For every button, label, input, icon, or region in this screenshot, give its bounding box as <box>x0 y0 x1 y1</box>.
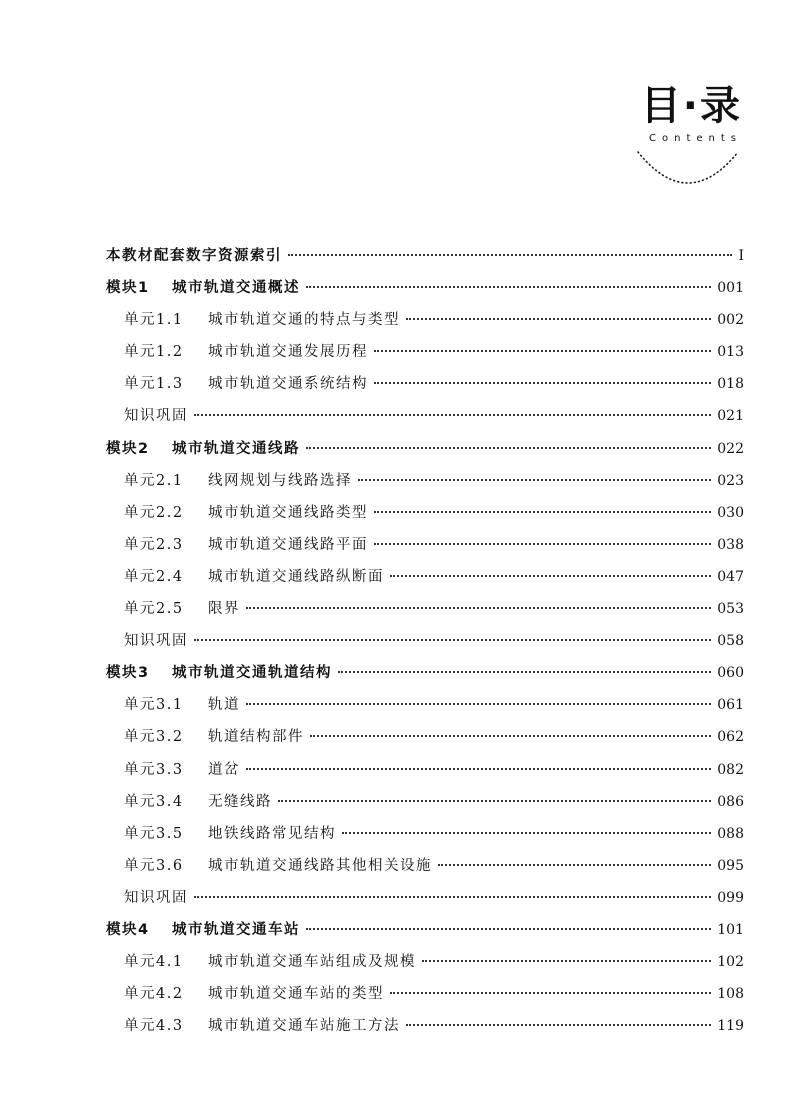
toc-page-number: 062 <box>717 729 744 746</box>
toc-unit-entry[interactable] <box>106 721 744 753</box>
dot-leader <box>246 767 711 770</box>
dot-leader <box>374 349 711 352</box>
table-of-contents <box>106 240 744 1042</box>
toc-entry-label <box>124 336 368 368</box>
toc-entry-number: 单元1.3 <box>124 376 184 393</box>
toc-page-number: 018 <box>717 376 744 393</box>
toc-page-number: 022 <box>717 440 744 457</box>
toc-entry-label <box>124 561 384 593</box>
toc-unit-entry[interactable] <box>106 786 744 818</box>
toc-entry-number: 模块3 <box>106 665 150 682</box>
toc-page-number: 023 <box>717 472 744 489</box>
toc-page-number: 082 <box>717 761 744 778</box>
toc-entry-title: 城市轨道交通线路 <box>172 440 300 457</box>
toc-entry-label <box>106 914 300 946</box>
dot-leader <box>390 574 711 577</box>
toc-entry-number: 单元4.1 <box>124 954 184 971</box>
toc-entry-number: 单元2.3 <box>124 536 184 553</box>
toc-unit-entry[interactable] <box>106 465 744 497</box>
toc-module-entry[interactable] <box>106 657 744 689</box>
toc-module-entry[interactable] <box>106 240 744 272</box>
dot-leader <box>310 734 711 737</box>
toc-entry-label <box>124 304 400 336</box>
dotted-arc-ornament <box>634 144 742 190</box>
dot-leader <box>306 927 711 930</box>
dot-leader <box>194 895 711 898</box>
toc-page-number: 099 <box>717 889 744 906</box>
toc-entry-label <box>124 1010 400 1042</box>
toc-entry-title: 城市轨道交通车站施工方法 <box>208 1018 400 1035</box>
toc-entry-title: 城市轨道交通轨道结构 <box>172 665 332 682</box>
toc-page-number: 061 <box>717 697 744 714</box>
toc-entry-number: 单元2.5 <box>124 601 184 618</box>
toc-entry-number: 单元2.4 <box>124 568 184 585</box>
toc-entry-title: 城市轨道交通车站 <box>172 921 300 938</box>
dot-leader <box>374 510 711 513</box>
dot-leader <box>422 959 711 962</box>
toc-page-number: 119 <box>717 1018 744 1035</box>
toc-module-entry[interactable] <box>106 272 744 304</box>
toc-entry-label <box>124 497 368 529</box>
toc-entry-title: 城市轨道交通线路平面 <box>208 536 368 553</box>
page-title: 目·录 <box>640 83 742 129</box>
toc-page-number: 086 <box>717 793 744 810</box>
toc-entry-label <box>106 272 300 304</box>
dot-leader <box>342 831 711 834</box>
dot-leader <box>194 413 711 416</box>
toc-entry-title: 城市轨道交通线路类型 <box>208 504 368 521</box>
toc-unit-entry[interactable] <box>106 754 744 786</box>
toc-entry-title: 线网规划与线路选择 <box>208 472 352 489</box>
toc-page-number: 001 <box>717 280 744 297</box>
toc-entry-label <box>124 368 368 400</box>
toc-entry-title: 知识巩固 <box>124 889 188 906</box>
toc-entry-title: 城市轨道交通概述 <box>172 280 300 297</box>
dot-leader <box>374 542 711 545</box>
toc-entry-label <box>124 850 432 882</box>
toc-entry-label <box>124 786 272 818</box>
toc-entry-label <box>124 818 336 850</box>
toc-unit-entry[interactable] <box>106 593 744 625</box>
toc-unit-entry[interactable] <box>106 882 744 914</box>
toc-unit-entry[interactable] <box>106 689 744 721</box>
toc-page-number: 108 <box>717 986 744 1003</box>
toc-unit-entry[interactable] <box>106 529 744 561</box>
toc-entry-label <box>106 433 300 465</box>
page-header <box>632 82 742 192</box>
toc-unit-entry[interactable] <box>106 1010 744 1042</box>
toc-entry-title: 知识巩固 <box>124 633 188 650</box>
toc-unit-entry[interactable] <box>106 946 744 978</box>
toc-page-number: 002 <box>717 312 744 329</box>
dot-leader <box>288 253 732 256</box>
dot-leader <box>358 478 711 481</box>
toc-entry-number: 单元1.1 <box>124 312 184 329</box>
toc-unit-entry[interactable] <box>106 400 744 432</box>
toc-entry-label <box>124 754 240 786</box>
toc-entry-title: 城市轨道交通的特点与类型 <box>208 312 400 329</box>
toc-entry-title: 城市轨道交通线路纵断面 <box>208 568 384 585</box>
toc-entry-number: 单元2.2 <box>124 504 184 521</box>
toc-entry-label <box>124 946 416 978</box>
toc-entry-number: 单元3.6 <box>124 857 184 874</box>
toc-page-number: 013 <box>717 344 744 361</box>
dot-leader <box>406 317 711 320</box>
toc-entry-title: 知识巩固 <box>124 408 188 425</box>
toc-entry-label <box>124 593 240 625</box>
toc-page-number: 053 <box>717 601 744 618</box>
toc-entry-number: 单元3.4 <box>124 793 184 810</box>
toc-entry-title: 地铁线路常见结构 <box>208 825 336 842</box>
toc-entry-title: 无缝线路 <box>208 793 272 810</box>
toc-entry-label <box>124 529 368 561</box>
toc-entry-title: 城市轨道交通线路其他相关设施 <box>208 857 432 874</box>
toc-unit-entry[interactable] <box>106 850 744 882</box>
toc-page-number: 058 <box>717 633 744 650</box>
toc-entry-title: 道岔 <box>208 761 240 778</box>
dot-leader <box>278 799 711 802</box>
dot-leader <box>306 446 711 449</box>
toc-page-number: 038 <box>717 536 744 553</box>
toc-entry-label <box>124 882 188 914</box>
toc-module-entry[interactable] <box>106 914 744 946</box>
toc-unit-entry[interactable] <box>106 497 744 529</box>
toc-entry-title: 轨道 <box>208 697 240 714</box>
toc-page-number: 060 <box>717 665 744 682</box>
dot-leader <box>306 285 711 288</box>
toc-entry-title: 城市轨道交通发展历程 <box>208 344 368 361</box>
toc-entry-number: 单元3.1 <box>124 697 184 714</box>
toc-entry-title: 限界 <box>208 601 240 618</box>
toc-entry-label <box>124 721 304 753</box>
toc-entry-number: 单元3.5 <box>124 825 184 842</box>
toc-unit-entry[interactable] <box>106 368 744 400</box>
toc-entry-number: 模块1 <box>106 280 150 297</box>
toc-entry-label <box>106 657 332 689</box>
toc-entry-label <box>124 689 240 721</box>
toc-entry-label <box>124 978 384 1010</box>
toc-unit-entry[interactable] <box>106 818 744 850</box>
toc-entry-title: 城市轨道交通车站的类型 <box>208 986 384 1003</box>
dot-leader <box>194 638 711 641</box>
dot-leader <box>338 670 711 673</box>
toc-page-number: 088 <box>717 825 744 842</box>
dot-leader <box>246 606 711 609</box>
dot-leader <box>438 863 711 866</box>
toc-entry-number: 单元4.2 <box>124 986 184 1003</box>
toc-unit-entry[interactable] <box>106 561 744 593</box>
toc-page-number: I <box>738 248 744 264</box>
toc-entry-title: 轨道结构部件 <box>208 729 304 746</box>
toc-page-number: 102 <box>717 954 744 971</box>
toc-entry-number: 单元3.3 <box>124 761 184 778</box>
toc-page-number: 095 <box>717 857 744 874</box>
dot-leader <box>374 381 711 384</box>
toc-entry-number: 单元3.2 <box>124 729 184 746</box>
toc-page-number: 101 <box>717 921 744 938</box>
dot-leader <box>246 702 711 705</box>
toc-module-entry[interactable] <box>106 433 744 465</box>
toc-entry-number: 单元2.1 <box>124 472 184 489</box>
toc-entry-number: 单元4.3 <box>124 1018 184 1035</box>
toc-entry-label <box>124 465 352 497</box>
toc-entry-number: 模块4 <box>106 921 150 938</box>
toc-unit-entry[interactable] <box>106 336 744 368</box>
toc-entry-title: 城市轨道交通车站组成及规模 <box>208 954 416 971</box>
toc-entry-label <box>124 400 188 432</box>
toc-page-number: 030 <box>717 504 744 521</box>
dot-leader <box>390 991 711 994</box>
toc-entry-title: 城市轨道交通系统结构 <box>208 376 368 393</box>
dot-leader <box>406 1023 711 1026</box>
toc-page-number: 047 <box>717 568 744 585</box>
toc-page-number: 021 <box>717 408 744 425</box>
toc-entry-number: 单元1.2 <box>124 344 184 361</box>
toc-entry-title: 本教材配套数字资源索引 <box>106 248 282 264</box>
toc-unit-entry[interactable] <box>106 304 744 336</box>
toc-unit-entry[interactable] <box>106 978 744 1010</box>
page-subtitle: Contents <box>649 133 742 144</box>
toc-entry-label <box>124 625 188 657</box>
toc-unit-entry[interactable] <box>106 625 744 657</box>
toc-entry-label <box>106 240 282 272</box>
toc-entry-number: 模块2 <box>106 440 150 457</box>
